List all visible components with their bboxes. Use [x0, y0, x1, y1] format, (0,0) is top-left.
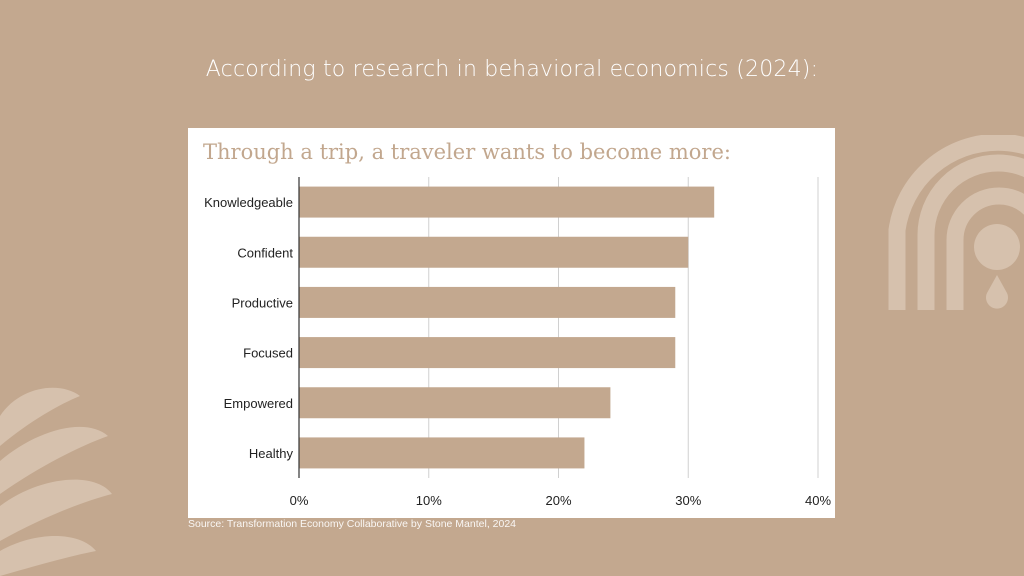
bar — [299, 337, 675, 368]
category-label: Empowered — [223, 395, 293, 411]
category-label: Knowledgeable — [204, 195, 293, 211]
x-tick-label: 30% — [675, 493, 702, 508]
bar — [299, 437, 584, 468]
category-label: Focused — [243, 345, 293, 361]
source-note: Source: Transformation Economy Collaborative by Stone Mantel, 2024 — [188, 518, 517, 530]
bar — [299, 187, 714, 218]
category-label: Healthy — [248, 445, 293, 461]
bar — [299, 287, 675, 318]
x-tick-label: 0% — [289, 493, 309, 508]
category-label: Confident — [237, 245, 293, 261]
rainbow-icon — [884, 135, 1024, 315]
x-tick-label: 40% — [804, 493, 832, 508]
x-tick-label: 10% — [415, 493, 442, 508]
chart-card — [188, 128, 835, 518]
bar — [299, 387, 610, 418]
chart-title: Through a trip, a traveler wants to become more: — [203, 140, 731, 164]
page-heading: According to research in behavioral economics (2024): — [205, 57, 819, 82]
raindrop-icon — [974, 224, 1020, 309]
x-tick-label: 20% — [545, 493, 572, 508]
bar-chart — [188, 128, 835, 518]
category-label: Productive — [231, 295, 293, 311]
bar — [299, 237, 688, 268]
leaf-icon — [0, 376, 130, 576]
